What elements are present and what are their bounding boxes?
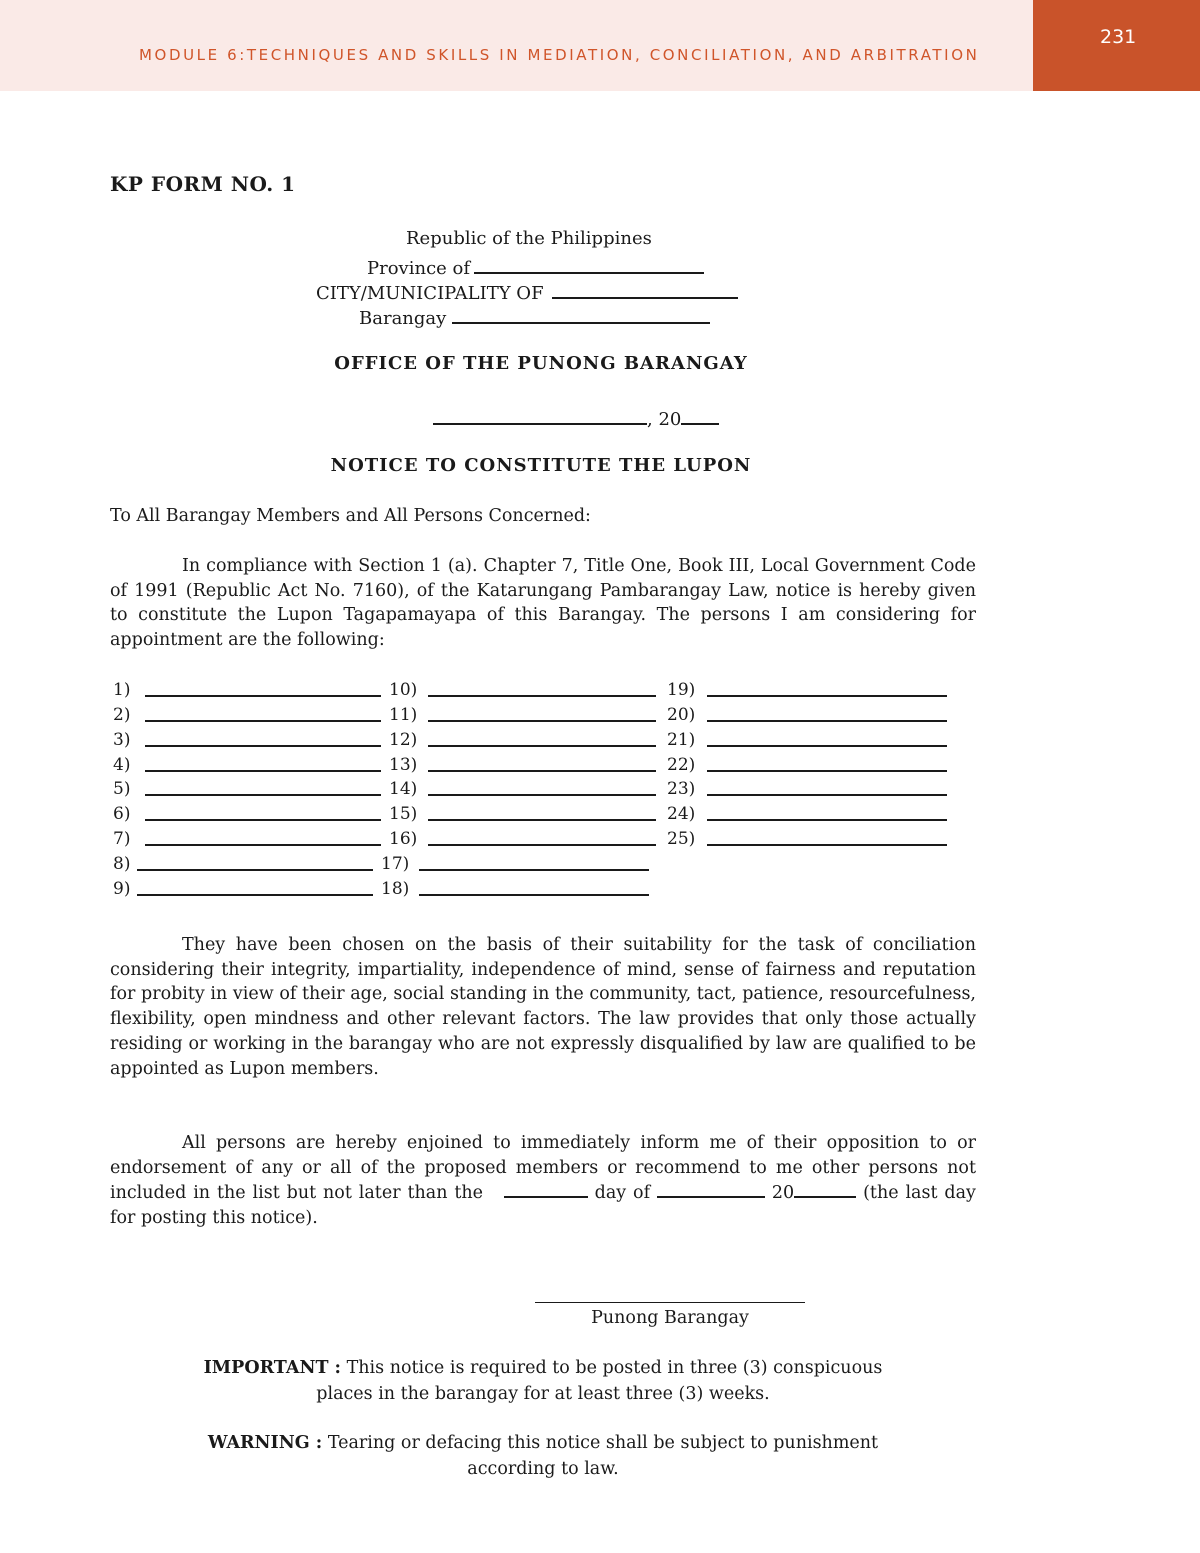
entry-number: 15) bbox=[389, 804, 418, 824]
entry-24 bbox=[667, 804, 697, 828]
entry-1 bbox=[113, 680, 143, 704]
entry-12 bbox=[389, 730, 419, 754]
day-blank[interactable] bbox=[504, 1180, 588, 1198]
entry-blank[interactable] bbox=[428, 770, 656, 772]
entry-number: 9) bbox=[113, 879, 131, 899]
entry-6 bbox=[113, 804, 143, 828]
entry-blank[interactable] bbox=[145, 794, 381, 796]
entry-blank[interactable] bbox=[428, 819, 656, 821]
entry-number: 23) bbox=[667, 779, 696, 799]
entry-11 bbox=[389, 705, 419, 729]
signature-label: Punong Barangay bbox=[591, 1308, 749, 1328]
entry-number: 14) bbox=[389, 779, 418, 799]
republic-line bbox=[406, 228, 652, 249]
month-blank[interactable] bbox=[657, 1180, 765, 1198]
entry-number: 3) bbox=[113, 730, 131, 750]
header-band bbox=[0, 0, 1033, 91]
entry-blank[interactable] bbox=[428, 745, 656, 747]
posting-text: (the last day for posting this notice). bbox=[110, 1183, 976, 1229]
entry-5 bbox=[113, 779, 143, 803]
paragraph-opposition bbox=[110, 1131, 976, 1231]
province-line bbox=[367, 254, 704, 279]
entry-number: 12) bbox=[389, 730, 418, 750]
entry-25 bbox=[667, 829, 697, 853]
city-blank[interactable] bbox=[552, 279, 738, 299]
entry-number: 21) bbox=[667, 730, 696, 750]
entry-number: 5) bbox=[113, 779, 131, 799]
republic-text: Republic of the Philippines bbox=[406, 228, 652, 249]
warning-line-2: according to law. bbox=[467, 1458, 619, 1479]
entry-3 bbox=[113, 730, 143, 754]
entry-blank[interactable] bbox=[137, 894, 373, 896]
entry-blank[interactable] bbox=[707, 720, 947, 722]
opposition-text: All persons are hereby enjoined to immediately inform me of their opposition to or endorsement of any or all of the proposed members or recommend to me other persons not included in the list but not later than the bbox=[110, 1133, 976, 1204]
entry-blank[interactable] bbox=[145, 770, 381, 772]
entry-blank[interactable] bbox=[145, 844, 381, 846]
entry-number: 13) bbox=[389, 755, 418, 775]
city-line bbox=[316, 279, 738, 304]
entry-number: 8) bbox=[113, 854, 131, 874]
entry-blank[interactable] bbox=[428, 844, 656, 846]
province-blank[interactable] bbox=[474, 254, 704, 274]
entry-number: 11) bbox=[389, 705, 418, 725]
entry-number: 6) bbox=[113, 804, 131, 824]
entry-number: 16) bbox=[389, 829, 418, 849]
entry-blank[interactable] bbox=[145, 745, 381, 747]
day-of-text: day of bbox=[594, 1183, 651, 1204]
entry-2 bbox=[113, 705, 143, 729]
entry-4 bbox=[113, 755, 143, 779]
paragraph-compliance: In compliance with Section 1 (a). Chapter 7, Title One, Book III, Local Government Code of 1991 (Republic Act No. 7160), of the Katarungang Pambarangay Law, notice is hereby given to constitute the Lupon Tagapamayapa of this Barangay. The persons I am considering for appointment are the following: bbox=[110, 556, 976, 651]
entry-blank[interactable] bbox=[145, 695, 381, 697]
date-line bbox=[433, 405, 719, 430]
entry-number: 19) bbox=[667, 680, 696, 700]
signature-line[interactable] bbox=[535, 1302, 805, 1303]
entry-7 bbox=[113, 829, 143, 853]
city-label: CITY/MUNICIPALITY OF bbox=[316, 283, 544, 304]
entry-number: 2) bbox=[113, 705, 131, 725]
entry-blank[interactable] bbox=[707, 745, 947, 747]
entry-number: 20) bbox=[667, 705, 696, 725]
entry-16 bbox=[389, 829, 419, 853]
important-text: This notice is required to be posted in three (3) conspicuous bbox=[346, 1358, 883, 1378]
entry-number: 1) bbox=[113, 680, 131, 700]
salutation: To All Barangay Members and All Persons Concerned: bbox=[110, 506, 591, 526]
entry-blank[interactable] bbox=[428, 794, 656, 796]
entry-blank[interactable] bbox=[137, 869, 373, 871]
module-title: MODULE 6:TECHNIQUES AND SKILLS IN MEDIATION, CONCILIATION, AND ARBITRATION bbox=[139, 46, 980, 64]
entry-20 bbox=[667, 705, 697, 729]
entry-blank[interactable] bbox=[707, 844, 947, 846]
entry-blank[interactable] bbox=[419, 869, 649, 871]
office-title: OFFICE OF THE PUNONG BARANGAY bbox=[334, 353, 748, 374]
warning-text: Tearing or defacing this notice shall be subject to punishment bbox=[327, 1433, 879, 1453]
entry-number: 18) bbox=[381, 879, 410, 899]
entry-blank[interactable] bbox=[428, 720, 656, 722]
important-line-1 bbox=[0, 1356, 1086, 1382]
entry-number: 10) bbox=[389, 680, 418, 700]
entry-number: 4) bbox=[113, 755, 131, 775]
barangay-line bbox=[359, 304, 710, 329]
entry-number: 17) bbox=[381, 854, 410, 874]
warning-line-1 bbox=[0, 1431, 1086, 1457]
province-label: Province of bbox=[367, 258, 471, 279]
barangay-label: Barangay bbox=[359, 308, 447, 329]
entry-number: 25) bbox=[667, 829, 696, 849]
entry-18 bbox=[381, 879, 411, 903]
entry-21 bbox=[667, 730, 697, 754]
entry-23 bbox=[667, 779, 697, 803]
entry-15 bbox=[389, 804, 419, 828]
page-number-box bbox=[1033, 0, 1200, 91]
barangay-blank[interactable] bbox=[452, 304, 710, 324]
entry-blank[interactable] bbox=[707, 819, 947, 821]
entry-blank[interactable] bbox=[145, 720, 381, 722]
entry-number: 24) bbox=[667, 804, 696, 824]
form-number: KP FORM NO. 1 bbox=[110, 172, 296, 196]
important-label: IMPORTANT : bbox=[203, 1358, 342, 1378]
entry-10 bbox=[389, 680, 419, 704]
important-notice bbox=[0, 1356, 1086, 1407]
date-blank[interactable] bbox=[433, 405, 647, 425]
entry-blank[interactable] bbox=[428, 695, 656, 697]
entry-blank[interactable] bbox=[707, 770, 947, 772]
entry-14 bbox=[389, 779, 419, 803]
year-prefix: , 20 bbox=[647, 409, 682, 430]
entry-blank[interactable] bbox=[145, 819, 381, 821]
warning-label: WARNING : bbox=[207, 1433, 323, 1453]
entry-8 bbox=[113, 854, 143, 878]
entry-19 bbox=[667, 680, 697, 704]
entry-17 bbox=[381, 854, 411, 878]
page-number: 231 bbox=[1100, 26, 1137, 48]
entry-number: 22) bbox=[667, 755, 696, 775]
paragraph-suitability: They have been chosen on the basis of their suitability for the task of conciliation considering their integrity, impartiality, independence of mind, sense of fairness and reputation for probity in view of their age, social standing in the community, tact, patience, resourcefulness, flexibility, open mindness and other relevant factors. The law provides that only those actually residing or working in the barangay who are not expressly disqualified by law are qualified to be appointed as Lupon members. bbox=[110, 935, 976, 1079]
entry-13 bbox=[389, 755, 419, 779]
entry-blank[interactable] bbox=[707, 794, 947, 796]
warning-notice bbox=[0, 1431, 1086, 1482]
important-line-2: places in the barangay for at least three (3) weeks. bbox=[316, 1383, 770, 1404]
year-posting-blank[interactable] bbox=[794, 1180, 856, 1198]
twenty-text: 20 bbox=[771, 1183, 795, 1204]
year-blank[interactable] bbox=[681, 405, 719, 425]
entry-blank[interactable] bbox=[707, 695, 947, 697]
entry-number: 7) bbox=[113, 829, 131, 849]
entry-22 bbox=[667, 755, 697, 779]
entry-blank[interactable] bbox=[419, 894, 649, 896]
entry-9 bbox=[113, 879, 143, 903]
notice-title: NOTICE TO CONSTITUTE THE LUPON bbox=[330, 455, 752, 476]
